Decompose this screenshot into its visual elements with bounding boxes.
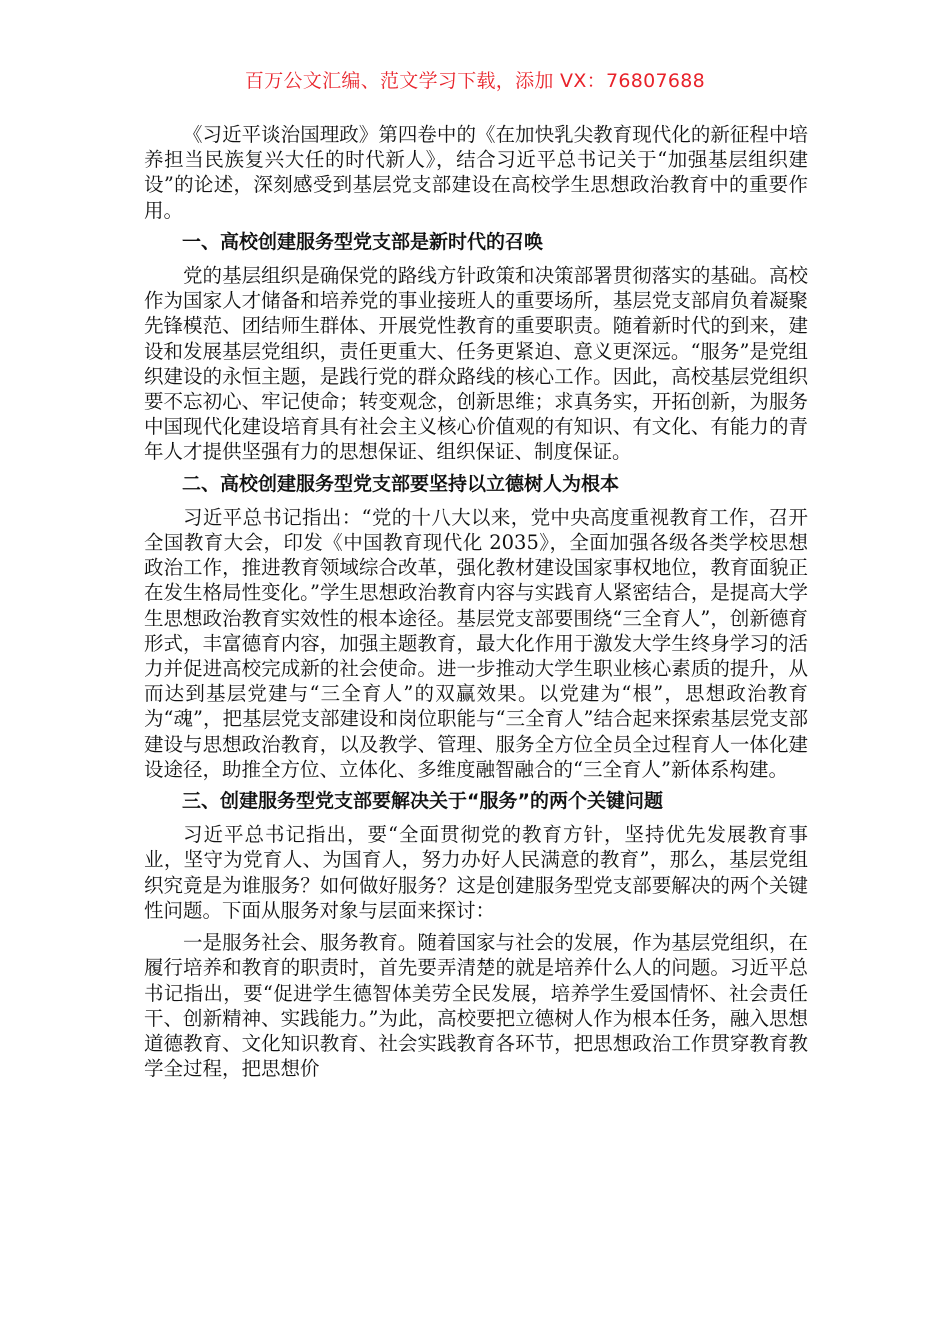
section-3-heading: 三、创建服务型党支部要解决关于“服务”的两个关键问题 — [182, 790, 663, 813]
section-3-paragraph-1: 习近平总书记指出，要“全面贯彻党的教育方针，坚持优先发展教育事业，坚守为党育人、为国育人，努力办好人民满意的教育”，那么，基层党组织究竟是为谁服务？如何做好服务？这是创建服务型党支部要解决的两个关键性问题。下面从服务对象与层面来探讨： — [144, 823, 808, 922]
header-banner: 百万公文汇编、范文学习下载，添加 VX：76807688 — [244, 70, 706, 92]
section-2-heading: 二、高校创建服务型党支部要坚持以立德树人为根本 — [182, 472, 620, 495]
section-3-paragraph-2: 一是服务社会、服务教育。随着国家与社会的发展，作为基层党组织，在履行培养和教育的职责时，首先要弄清楚的就是培养什么人的问题。习近平总书记指出，要“促进学生德智体美劳全民发展，培养学生爱国情怀、社会责任干、创新精神、实践能力。”为此，高校要把立德树人作为根本任务，融入思想道德教育、文化知识教育、社会实践教育各环节，把思想政治工作贯穿教育教学全过程，把思想价 — [144, 931, 808, 1081]
section-2-paragraph: 习近平总书记指出：“党的十八大以来，党中央高度重视教育工作，召开全国教育大会，印发《中国教育现代化 2035》，全面加强各级各类学校思想政治工作，推进教育领域综合改革，强化教材建设国家事权地位，教育面貌正在发生格局性变化。”学生思想政治教育内容与实践育人紧密结合，是提高大学生思想政治教育实效性的根本途径。基层党支部要围绕“三全育人”，创新德育形式，丰富德育内容，加强主题教育，最大化作用于激发大学生终身学习的活力并促进高校完成新的社会使命。进一步推动大学生职业核心素质的提升，从而达到基层党建与“三全育人”的双赢效果。以党建为“根”，思想政治教育为“魂”，把基层党支部建设和岗位职能与“三全育人”结合起来探索基层党支部建设与思想政治教育，以及教学、管理、服务全方位全员全过程育人一体化建设途径，助推全方位、立体化、多维度融智融合的“三全育人”新体系构建。 — [144, 505, 808, 781]
section-1-heading: 一、高校创建服务型党支部是新时代的召唤 — [182, 230, 544, 253]
document-body — [144, 122, 808, 1088]
section-1-paragraph: 党的基层组织是确保党的路线方针政策和决策部署贯彻落实的基础。高校作为国家人才储备和培养党的事业接班人的重要场所，基层党支部肩负着凝聚先锋模范、团结师生群体、开展党性教育的重要职责。随着新时代的到来，建设和发展基层党组织，责任更重大、任务更紧迫、意义更深远。“服务”是党组织建设的永恒主题，是践行党的群众路线的核心工作。因此，高校基层党组织要不忘初心、牢记使命；转变观念，创新思维；求真务实，开拓创新，为服务中国现代化建设培育具有社会主义核心价值观的有知识、有文化、有能力的青年人才提供坚强有力的思想保证、组织保证、制度保证。 — [144, 264, 808, 464]
intro-paragraph: 《习近平谈治国理政》第四卷中的《在加快乳尖教育现代化的新征程中培养担当民族复兴大任的时代新人》，结合习近平总书记关于“加强基层组织建设”的论述，深刻感受到基层党支部建设在高校学生思想政治教育中的重要作用。 — [144, 123, 808, 222]
